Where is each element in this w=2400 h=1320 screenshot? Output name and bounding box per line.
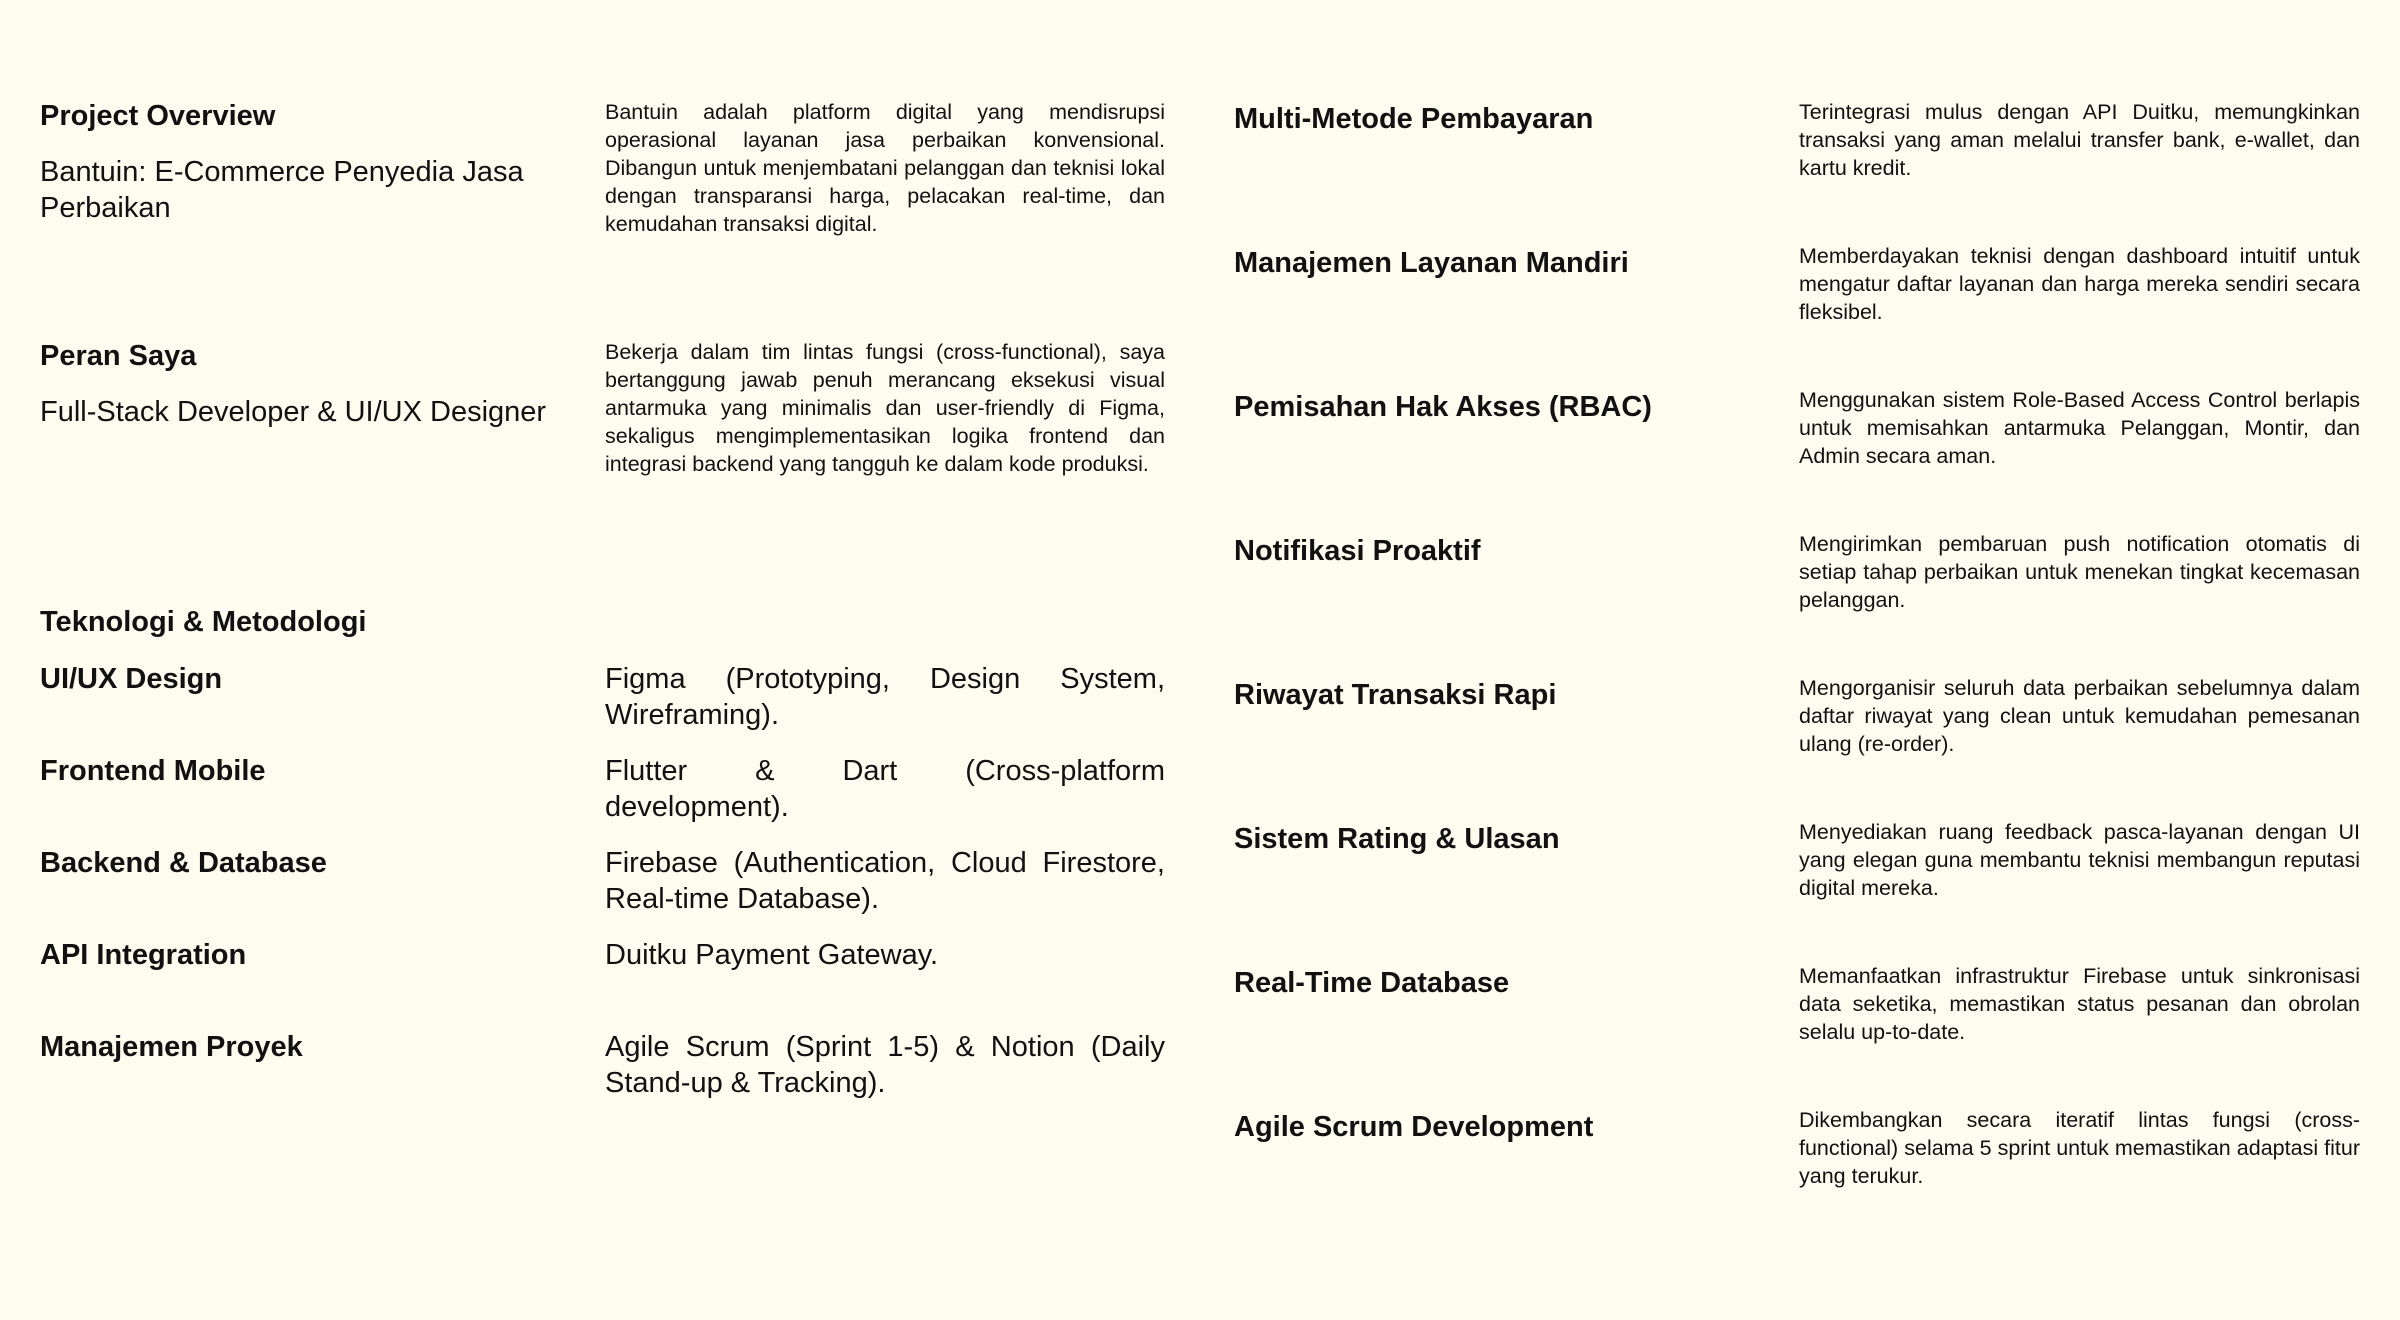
feature-item [1234,242,2360,386]
project-overview-description: Bantuin adalah platform digital yang mendisrupsi operasional layanan jasa perbaikan konvensional. Dibangun untuk menjembatani pelanggan dan teknisi lokal dengan transparansi harga, pelacakan real-time, dan kemudahan transaksi digital. [605,100,1165,236]
feature-item [1234,1106,2360,1250]
tech-row [40,661,1165,753]
tech-name: UI/UX Design [40,663,223,695]
role-section [40,338,1165,478]
feature-name: Sistem Rating & Ulasan [1234,823,1560,855]
feature-name: Real-Time Database [1234,967,1510,999]
role-heading: Peran Saya [40,340,197,372]
role-title: Full-Stack Developer & UI/UX Designer [40,396,547,428]
feature-item [1234,386,2360,530]
role-description: Bekerja dalam tim lintas fungsi (cross-functional), saya bertanggung jawab penuh merancang eksekusi visual antarmuka yang minimalis dan user-friendly di Figma, sekaligus mengimplementasikan logika frontend dan integrasi backend yang tangguh ke dalam kode produksi. [605,340,1165,476]
tech-row [40,937,1165,1029]
project-overview-heading: Project Overview [40,100,276,132]
tech-value: Flutter & Dart (Cross-platform development). [605,755,1165,823]
project-overview-header [40,98,605,238]
feature-name: Agile Scrum Development [1234,1111,1594,1143]
feature-item [1234,98,2360,242]
tech-name: Manajemen Proyek [40,1031,303,1063]
feature-description: Dikembangkan secara iteratif lintas fungsi (cross-functional) selama 5 sprint untuk memastikan adaptasi fitur yang terukur. [1799,1108,2360,1188]
tech-row [40,753,1165,845]
feature-description: Memberdayakan teknisi dengan dashboard intuitif untuk mengatur daftar layanan dan harga mereka sendiri secara fleksibel. [1799,244,2360,324]
left-column [40,0,1165,1320]
feature-item [1234,530,2360,674]
feature-item [1234,818,2360,962]
feature-description: Mengorganisir seluruh data perbaikan sebelumnya dalam daftar riwayat yang clean untuk kemudahan pemesanan ulang (re-order). [1799,676,2360,756]
tech-row [40,845,1165,937]
feature-name: Riwayat Transaksi Rapi [1234,679,1557,711]
tech-value: Duitku Payment Gateway. [605,939,939,971]
feature-description: Mengirimkan pembaruan push notification otomatis di setiap tahap perbaikan untuk menekan tingkat kecemasan pelanggan. [1799,532,2360,612]
feature-description: Menyediakan ruang feedback pasca-layanan dengan UI yang elegan guna membantu teknisi membangun reputasi digital mereka. [1799,820,2360,900]
feature-item [1234,962,2360,1106]
feature-list [1234,98,2360,1250]
role-header [40,338,605,478]
project-overview-section [40,98,1165,238]
tech-name: Backend & Database [40,847,327,879]
tech-value: Firebase (Authentication, Cloud Firestore, Real-time Database). [605,847,1165,915]
right-column [1234,0,2360,1320]
tech-name: Frontend Mobile [40,755,266,787]
tech-list [40,661,1165,1121]
feature-description: Memanfaatkan infrastruktur Firebase untuk sinkronisasi data seketika, memastikan status pesanan dan obrolan selalu up-to-date. [1799,964,2360,1044]
feature-name: Pemisahan Hak Akses (RBAC) [1234,391,1652,423]
feature-name: Multi-Metode Pembayaran [1234,103,1594,135]
tech-heading: Teknologi & Metodologi [40,606,367,638]
tech-value: Agile Scrum (Sprint 1-5) & Notion (Daily Stand-up & Tracking). [605,1031,1165,1099]
tech-value: Figma (Prototyping, Design System, Wireframing). [605,663,1165,731]
tech-name: API Integration [40,939,247,971]
feature-name: Manajemen Layanan Mandiri [1234,247,1629,279]
feature-description: Menggunakan sistem Role-Based Access Control berlapis untuk memisahkan antarmuka Pelanggan, Montir, dan Admin secara aman. [1799,388,2360,468]
feature-name: Notifikasi Proaktif [1234,535,1481,567]
project-title: Bantuin: E-Commerce Penyedia Jasa Perbaikan [40,156,524,224]
feature-description: Terintegrasi mulus dengan API Duitku, memungkinkan transaksi yang aman melalui transfer bank, e-wallet, dan kartu kredit. [1799,100,2360,180]
feature-item [1234,674,2360,818]
tech-row [40,1029,1165,1121]
